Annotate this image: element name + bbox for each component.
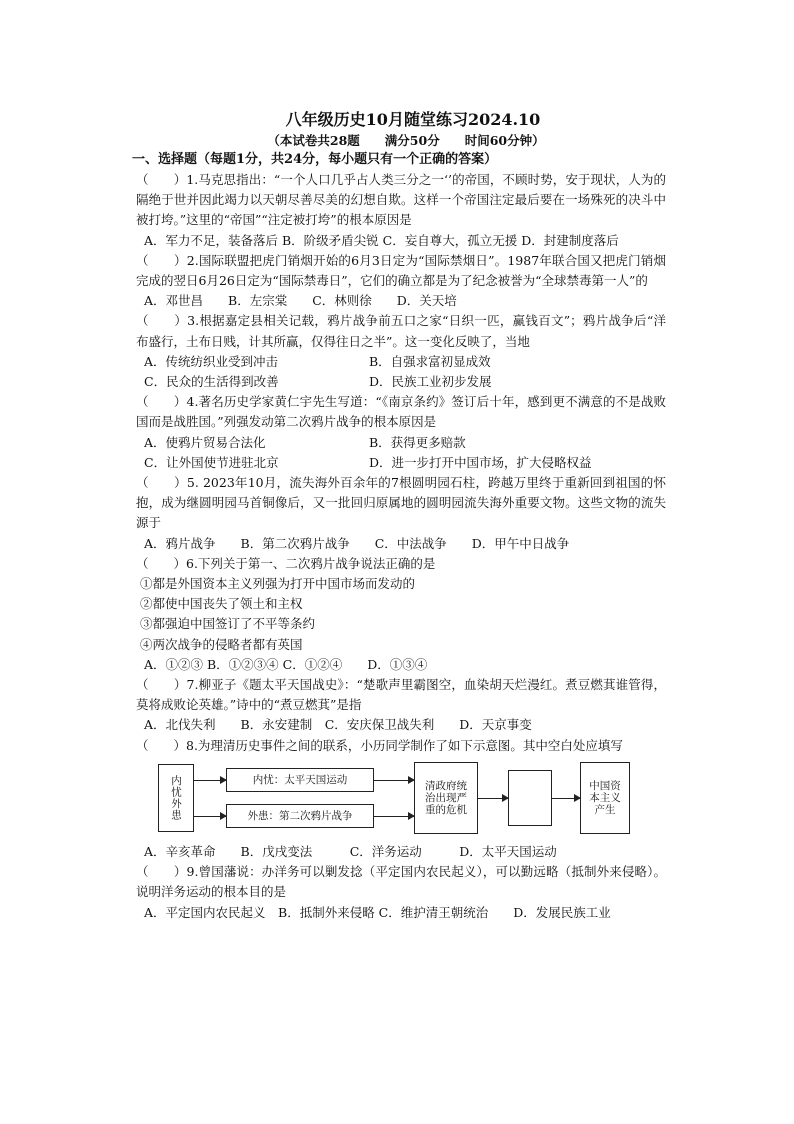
- question-4: （ ）4.著名历史学家黄仁宇先生写道：“《南京条约》签订后十年，感到更不满意的不是战败国而是战胜国。”列强发动第二次鸦片战争的根本原因是: [136, 394, 666, 430]
- question-6-options: A．①②③ B．①②③④ C．①②④ D．①③④: [144, 656, 428, 672]
- question-3-options-row-2: [136, 372, 666, 392]
- diagram-box-internal: 内忧：太平天国运动: [226, 768, 374, 792]
- question-2: （ ）2.国际联盟把虎门销烟开始的6月3日定为“国际禁烟日”。1987年联合国又把虎门销烟完成的翌日6月26日定为“国际禁毒日”，它们的确立都是为了纪念被誉为“全球禁毒第一人”的: [136, 252, 666, 289]
- question-1: （ ）1.马克思指出：“一个人口几乎占人类三分之一‘’的帝国，不顾时势，安于现状，人为的隔绝于世并因此竭力以天朝尽善尽美的幻想自欺。这样一个帝国注定最后要在一场殊死的决斗中被打垮。”这里的“帝国”“注定被打垮”的根本原因是: [136, 172, 666, 228]
- question-7-options: A．北伐失利 B．永安建制 C．安庆保卫战失利 D．天京事变: [144, 717, 532, 733]
- exam-title: 八年级历史10月随堂练习2024.10: [285, 110, 541, 129]
- arrow-icon: [374, 816, 414, 817]
- flow-diagram: [158, 760, 666, 836]
- option-c: C．民众的生活得到改善: [144, 374, 279, 390]
- exam-page: [132, 108, 666, 923]
- option-d: D．民族工业初步发展: [369, 374, 492, 390]
- question-9-options: A．平定国内农民起义 B．抵制外来侵略 C．维护清王朝统治 D．发展民族工业: [144, 904, 611, 920]
- exam-subtitle: （本试卷共28题 满分50分 时间60分钟）: [267, 133, 545, 148]
- question-8: （ ）8.为理清历史事件之间的联系，小历同学制作了如下示意图。其中空白处应填写: [136, 737, 623, 753]
- diagram-box-blank: [508, 770, 552, 826]
- question-4-options-row-2: [136, 453, 666, 473]
- question-3-options-row-1: [136, 352, 666, 372]
- diagram-box-result: 中国资本主义产生: [580, 762, 630, 834]
- diagram-box-crisis: 清政府统治出现严重的危机: [414, 762, 478, 834]
- diagram-box-left: 内忧外患: [158, 764, 194, 832]
- option-c: C．让外国使节进驻北京: [144, 454, 279, 470]
- option-b: B．获得更多赔款: [369, 434, 466, 450]
- question-5: （ ）5. 2023年10月，流失海外百余年的7根圆明园石柱，跨越万里终于重新回到祖国的怀抱，成为继圆明园马首铜像后，又一批回归原属地的圆明园流失海外重要文物。这些文物的流失源于: [136, 475, 666, 531]
- arrow-icon: [374, 780, 414, 781]
- option-b: B．自强求富初显成效: [369, 353, 491, 369]
- arrow-icon: [194, 780, 226, 781]
- question-8-options: A．辛亥革命 B．戊戌变法 C．洋务运动 D．太平天国运动: [144, 843, 557, 859]
- question-2-options: A．邓世昌 B．左宗棠 C．林则徐 D．关天培: [144, 293, 457, 309]
- question-6-item-2: ②都使中国丧失了领土和主权: [140, 596, 303, 612]
- section-heading: 一、选择题（每题1分，共24分，每小题只有一个正确的答案）: [132, 152, 498, 167]
- question-6-item-1: ①都是外国资本主义列强为打开中国市场而发动的: [140, 576, 416, 592]
- question-1-options: A．军力不足，装备落后 B．阶级矛盾尖锐 C．妄自尊大，孤立无援 D．封建制度落后: [144, 232, 619, 248]
- question-6: （ ）6.下列关于第一、二次鸦片战争说法正确的是: [136, 555, 436, 571]
- option-a: A．使鸦片贸易合法化: [144, 434, 266, 450]
- question-6-item-3: ③都强迫中国签订了不平等条约: [140, 616, 316, 632]
- option-a: A．传统纺织业受到冲击: [144, 353, 279, 369]
- question-6-item-4: ④两次战争的侵略者都有英国: [140, 636, 303, 652]
- diagram-box-external: 外患：第二次鸦片战争: [226, 804, 374, 828]
- question-9: （ ）9.曾国藩说：办洋务可以剿发捻（平定国内农民起义），可以勤远略（抵制外来侵略）。说明洋务运动的根本目的是: [136, 864, 666, 900]
- arrow-icon: [194, 816, 226, 817]
- question-3: （ ）3.根据嘉定县相关记载，鸦片战争前五口之家“日织一匹，赢钱百文”；鸦片战争后“洋布盛行，土布日贱，计其所赢，仅得往日之半”。这一变化反映了，当地: [136, 313, 666, 349]
- arrow-icon: [552, 798, 580, 799]
- option-d: D．进一步打开中国市场，扩大侵略权益: [369, 454, 592, 470]
- question-5-options: A．鸦片战争 B．第二次鸦片战争 C．中法战争 D．甲午中日战争: [144, 535, 570, 551]
- arrow-icon: [478, 798, 508, 799]
- question-4-options-row-1: [136, 433, 666, 453]
- question-7: （ ）7.柳亚子《题太平天国战史》：“楚歌声里霸图空，血染胡天烂漫红。煮豆燃萁谁管得，莫将成败论英雄。”诗中的“煮豆燃萁”是指: [136, 677, 666, 713]
